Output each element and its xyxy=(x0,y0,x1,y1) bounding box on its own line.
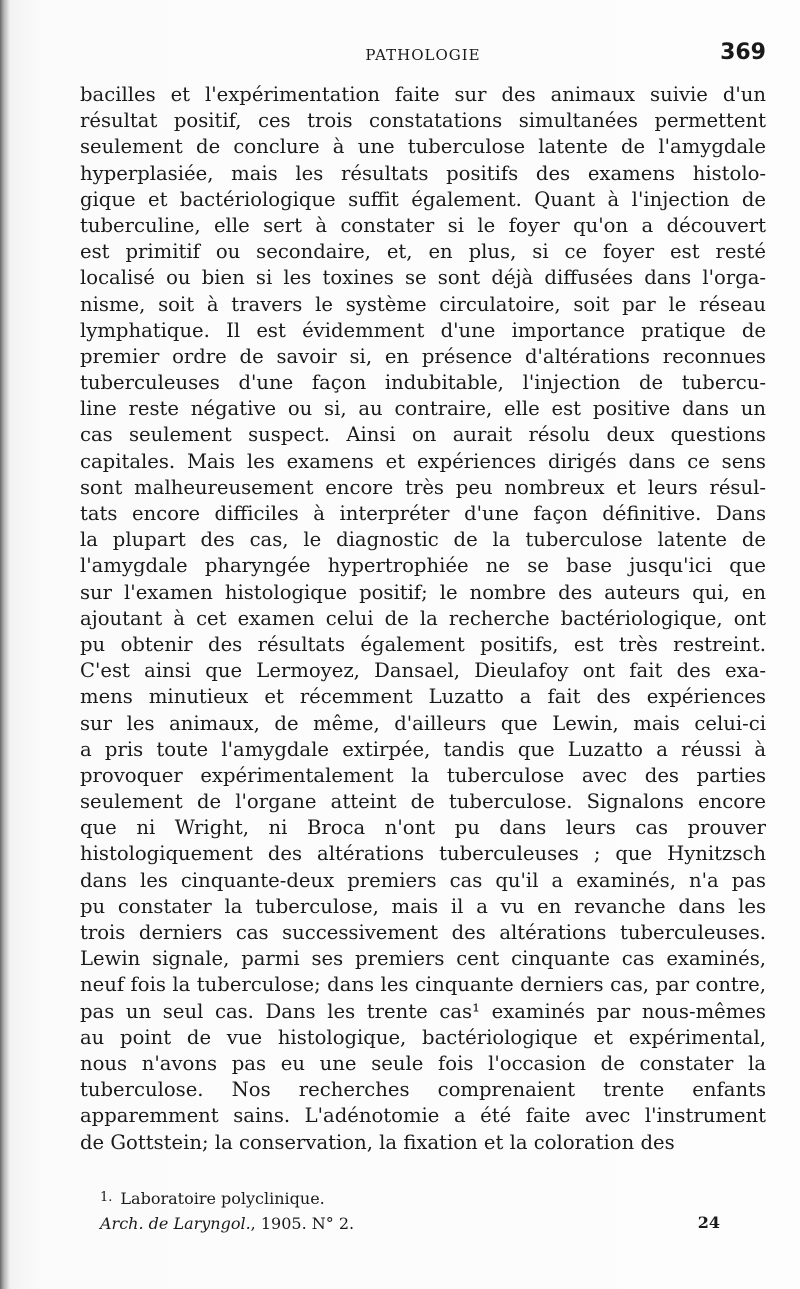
text-line: provoquer expérimentalement la tuberculose avec des parties xyxy=(80,763,766,787)
text-line: tuberculine, elle sert à constater si le foyer qu'on a découvert xyxy=(80,213,766,237)
text-line: apparemment sains. L'adénotomie a été faite avec l'instrument xyxy=(80,1104,766,1128)
text-line: seulement de l'organe atteint de tuberculose. Signalons encore xyxy=(80,790,766,814)
text-line: l'amygdale pharyngée hypertrophiée ne se base jusqu'ici que xyxy=(80,554,766,578)
text-line: cas seulement suspect. Ainsi on aurait résolu deux questions xyxy=(80,423,766,447)
text-line: pu obtenir des résultats également positifs, est très restreint. xyxy=(80,632,766,656)
text-line: pas un seul cas. Dans les trente cas¹ examinés par nous-mêmes xyxy=(80,999,766,1023)
footnote xyxy=(100,1184,686,1213)
text-line: premier ordre de savoir si, en présence d'altérations reconnues xyxy=(80,344,766,368)
text-line: dans les cinquante-deux premiers cas qu'il a examinés, n'a pas xyxy=(80,868,766,892)
text-line: est primitif ou secondaire, et, en plus, si ce foyer est resté xyxy=(80,240,766,264)
text-line: lymphatique. Il est évidemment d'une importance pratique de xyxy=(80,318,766,342)
signature-mark: 24 xyxy=(697,1213,720,1232)
text-line: a pris toute l'amygdale extirpée, tandis que Luzatto a réussi à xyxy=(80,737,766,761)
journal-reference: Arch. de Laryngol., 1905. N° 2. xyxy=(100,1214,355,1233)
page-header xyxy=(80,40,766,74)
text-line: tuberculeuses d'une façon indubitable, l'injection de tubercu- xyxy=(80,371,766,395)
text-line: histologiquement des altérations tuberculeuses ; que Hynitzsch xyxy=(80,842,766,866)
running-title: PATHOLOGIE xyxy=(365,46,481,64)
journal-year: 1905. xyxy=(260,1214,307,1233)
text-line: résultat positif, ces trois constatations simultanées permettent xyxy=(80,109,766,133)
text-line: de Gottstein; la conservation, la fixation et la coloration des xyxy=(80,1130,675,1154)
text-line: seulement de conclure à une tuberculose latente de l'amygdale xyxy=(80,135,766,159)
text-line: gique et bactériologique suffit également. Quant à l'injection de xyxy=(80,187,766,211)
footnote-marker: 1. xyxy=(100,1190,113,1205)
text-line: la plupart des cas, le diagnostic de la tuberculose latente de xyxy=(80,528,766,552)
text-line: nisme, soit à travers le système circulatoire, soit par le réseau xyxy=(80,292,766,316)
footnote-text: Laboratoire polyclinique. xyxy=(120,1189,325,1208)
text-line: hyperplasiée, mais les résultats positifs des examens histolo- xyxy=(80,161,766,185)
text-line: Lewin signale, parmi ses premiers cent cinquante cas examinés, xyxy=(80,947,766,971)
page-number: 369 xyxy=(720,40,766,65)
body-text xyxy=(80,82,766,1156)
text-line: tuberculose. Nos recherches comprenaient trente enfants xyxy=(80,1078,766,1102)
text-line: localisé ou bien si les toxines se sont déjà diffusées dans l'orga- xyxy=(80,266,766,290)
text-line: tats encore difficiles à interpréter d'une façon définitive. Dans xyxy=(80,502,766,525)
text-line: sur les animaux, de même, d'ailleurs que Lewin, mais celui-ci xyxy=(80,711,766,735)
text-line: ajoutant à cet examen celui de la recherche bactériologique, ont xyxy=(80,606,766,630)
text-line: trois derniers cas successivement des altérations tuberculeuses. xyxy=(80,921,766,944)
text-line: capitales. Mais les examens et expériences dirigés dans ce sens xyxy=(80,449,766,473)
text-line: mens minutieux et récemment Luzatto a fait des expériences xyxy=(80,685,766,709)
text-line: nous n'avons pas eu une seule fois l'occasion de constater la xyxy=(80,1051,766,1075)
text-line: au point de vue histologique, bactériologique et expérimental, xyxy=(80,1025,766,1049)
text-line: pu constater la tuberculose, mais il a vu en revanche dans les xyxy=(80,894,766,918)
text-line: bacilles et l'expérimentation faite sur des animaux suivie d'un xyxy=(80,83,766,106)
text-line: neuf fois la tuberculose; dans les cinquante derniers cas, par contre, xyxy=(80,973,766,997)
journal-issue: N° 2. xyxy=(311,1214,355,1233)
text-line: que ni Wright, ni Broca n'ont pu dans leurs cas prouver xyxy=(80,816,766,840)
text-line: sont malheureusement encore très peu nombreux et leurs résul- xyxy=(80,475,766,499)
text-line: line reste négative ou si, au contraire, elle est positive dans un xyxy=(80,397,766,421)
journal-title: Arch. de Laryngol. xyxy=(100,1214,251,1233)
text-line: C'est ainsi que Lermoyez, Dansael, Dieulafoy ont fait des exa- xyxy=(80,659,766,683)
text-line: sur l'examen histologique positif; le nombre des auteurs qui, en xyxy=(80,580,766,604)
